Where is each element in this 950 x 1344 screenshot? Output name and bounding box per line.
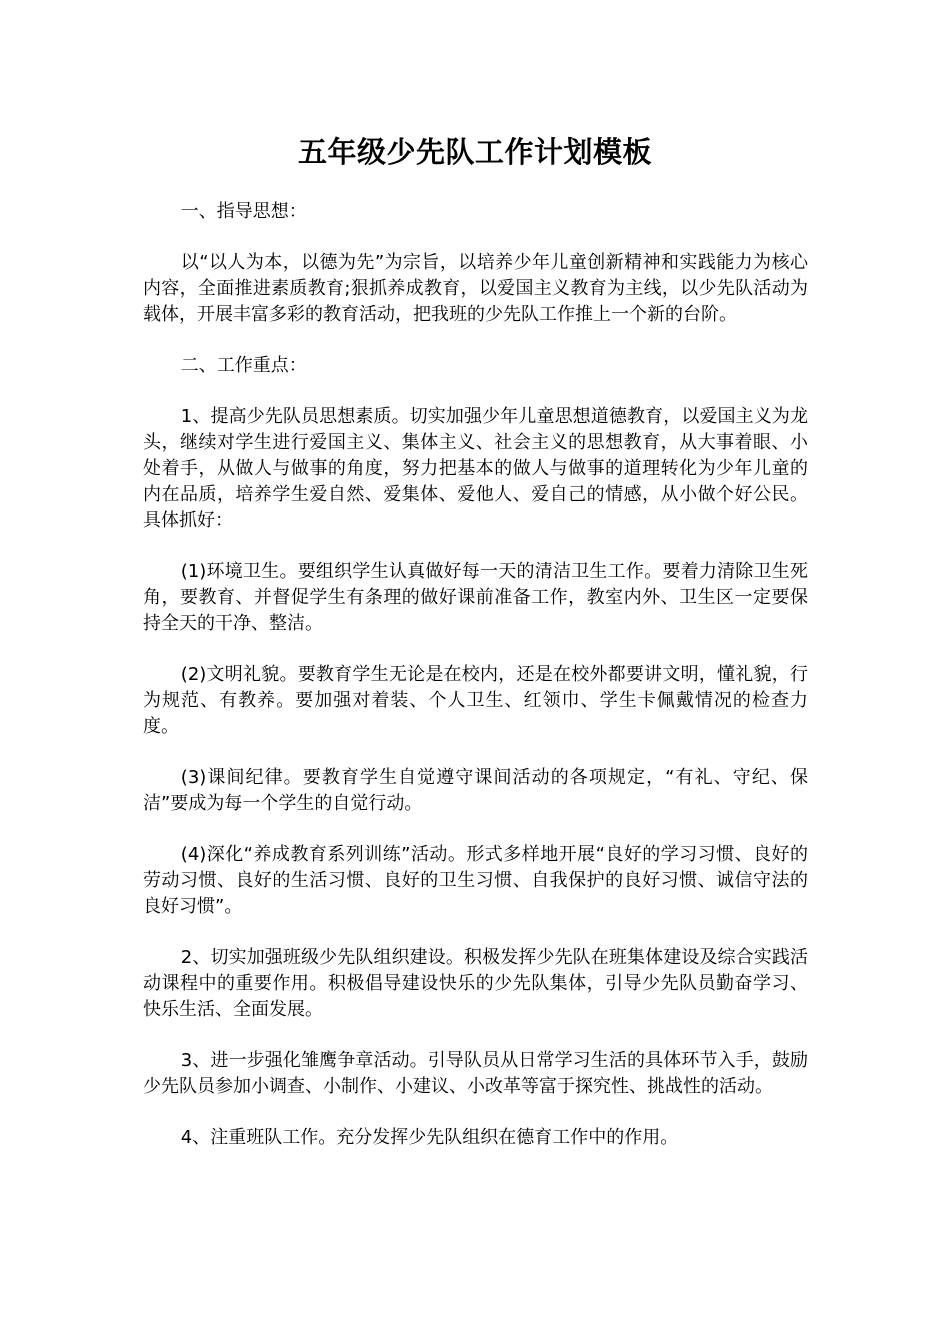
paragraph-item-3: 3、进一步强化雏鹰争章活动。引导队员从日常学习生活的具体环节入手，鼓励少先队员参加小调查、小制作、小建议、小改革等富于探究性、挑战性的活动。	[143, 1050, 808, 1097]
paragraph-subitem-1: (1)环境卫生。要组织学生认真做好每一天的清洁卫生工作。要着力清除卫生死角，要教育、并督促学生有条理的做好课前准备工作，教室内外、卫生区一定要保持全天的干净、整洁。	[143, 561, 808, 634]
paragraph-item-1: 1、提高少先队员思想素质。切实加强少年儿童思想道德教育，以爱国主义为龙头，继续对学生进行爱国主义、集体主义、社会主义的思想教育，从大事着眼、小处着手，从做人与做事的角度，努力把基本的做人与做事的道理转化为少年儿童的内在品质，培养学生爱自然、爱集体、爱他人、爱自己的情感，从小做个好公民。具体抓好：	[143, 406, 808, 531]
document-body	[143, 199, 808, 1176]
paragraph-guiding-ideology: 以“以人为本，以德为先”为宗旨，以培养少年儿童创新精神和实践能力为核心内容，全面推进素质教育;狠抓养成教育，以爱国主义教育为主线，以少先队活动为载体，开展丰富多彩的教育活动，把我班的少先队工作推上一个新的台阶。	[143, 252, 808, 325]
section-heading-guiding-ideology: 一、指导思想：	[180, 201, 307, 222]
section-heading-work-focus: 二、工作重点：	[180, 355, 307, 376]
paragraph-subitem-4: (4)深化“养成教育系列训练”活动。形式多样地开展“良好的学习习惯、良好的劳动习惯、良好的生活习惯、良好的卫生习惯、自我保护的良好习惯、诚信守法的良好习惯”。	[143, 844, 808, 917]
paragraph-item-2: 2、切实加强班级少先队组织建设。积极发挥少先队在班集体建设及综合实践活动课程中的重要作用。积极倡导建设快乐的少先队集体，引导少先队员勤奋学习、快乐生活、全面发展。	[143, 947, 808, 1020]
paragraph-subitem-2: (2)文明礼貌。要教育学生无论是在校内，还是在校外都要讲文明，懂礼貌，行为规范、有教养。要加强对着装、个人卫生、红领巾、学生卡佩戴情况的检查力度。	[143, 664, 808, 737]
paragraph-item-4: 4、注重班队工作。充分发挥少先队组织在德育工作中的作用。	[180, 1127, 679, 1148]
paragraph-subitem-3: (3)课间纪律。要教育学生自觉遵守课间活动的各项规定，“有礼、守纪、保洁”要成为每一个学生的自觉行动。	[143, 767, 808, 814]
document-title: 五年级少先队工作计划模板	[297, 135, 652, 169]
